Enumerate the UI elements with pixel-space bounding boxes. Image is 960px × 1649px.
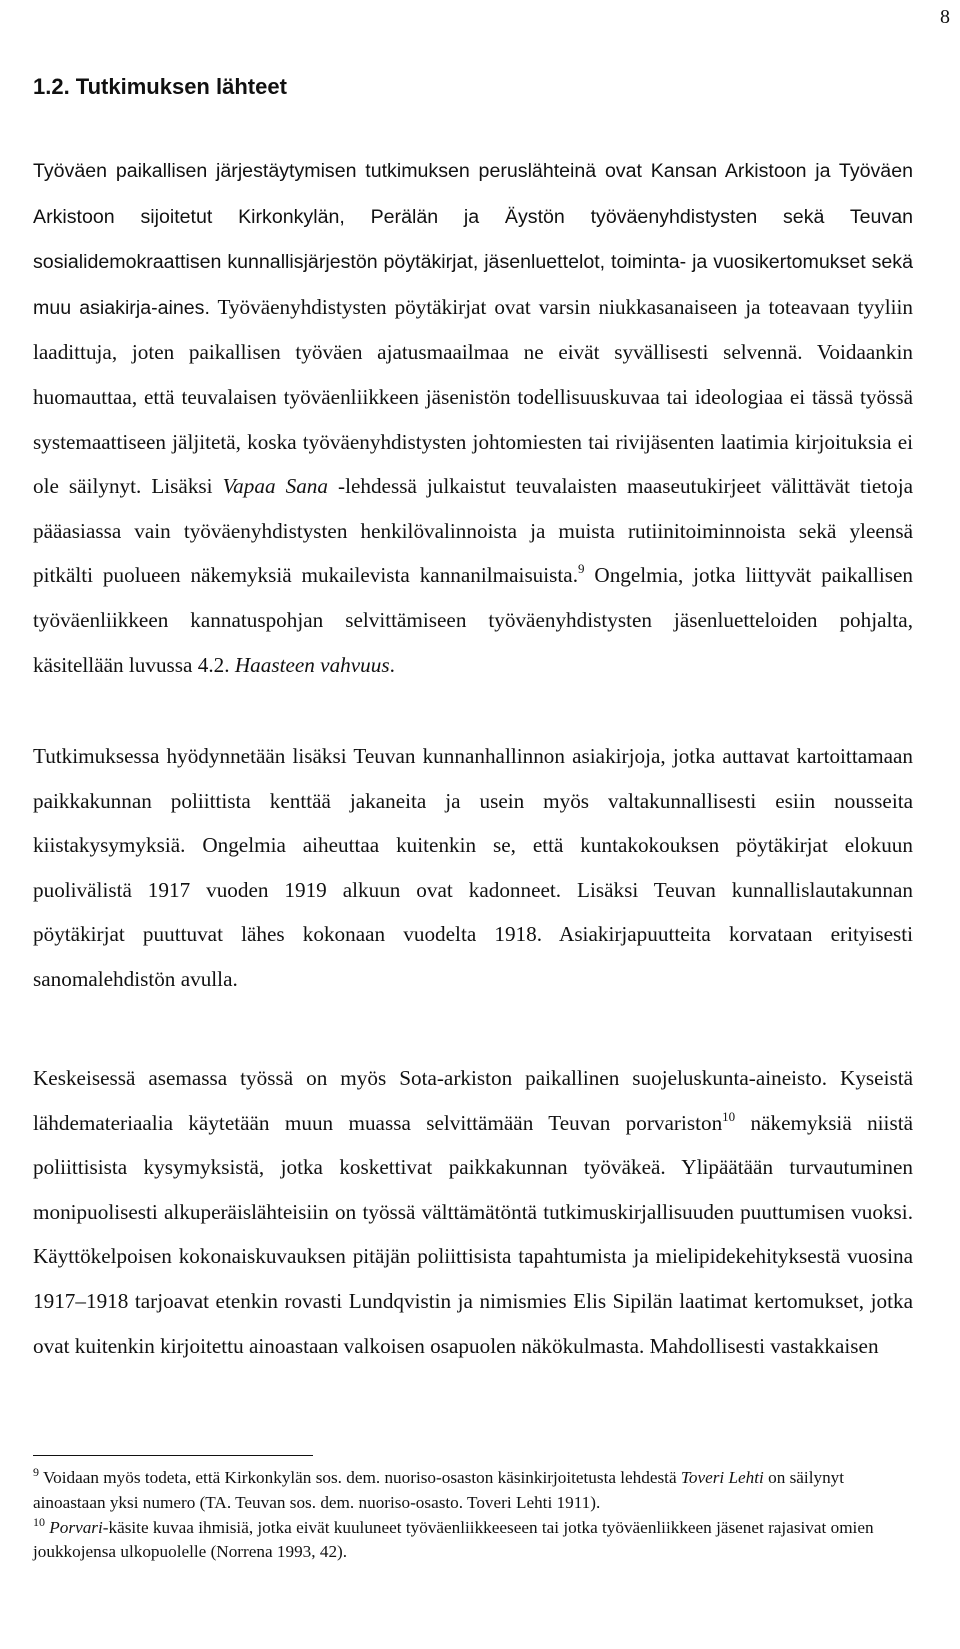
paragraph-municipal-records: Tutkimuksessa hyödynnetään lisäksi Teuvan kunnanhallinnon asiakirjoja, jotka auttavat kartoittamaan paikkakunnan poliittista kenttää jakaneita ja usein myös valtakunnallisesti esiin nousseita kiistakysymyksiä. Ongelmia aiheuttaa kuitenkin se, että kuntakokouksen pöytäkirjat elokuun puolivälistä 1917 vuoden 1919 alkuun ovat kadonneet. Lisäksi Teuvan kunnallislautakunnan pöytäkirjat puuttuvat lähes kokonaan vuodelta 1918. Asiakirjapuutteita korvataan erityisesti sanomalehdistön avulla. xyxy=(33,744,913,991)
footnote-number: 10 xyxy=(33,1514,45,1529)
footnote-number: 9 xyxy=(33,1465,39,1479)
paragraph-text: Keskeisessä asemassa työssä on myös Sota-arkiston paikallinen suojeluskunta-aineisto. Kyseistä lähdemateriaalia käytetään muun muassa selvittämään Teuvan porvariston xyxy=(33,1066,913,1135)
term: Porvari xyxy=(45,1517,103,1537)
newspaper-title: Vapaa Sana xyxy=(222,474,328,499)
footnote-9 xyxy=(33,1466,913,1516)
footnote-ref-10[interactable]: 10 xyxy=(722,1108,736,1124)
paragraph-sources-main xyxy=(33,148,913,687)
footnote-10 xyxy=(33,1516,913,1566)
section-heading: 1.2. Tutkimuksen lähteet xyxy=(33,74,287,99)
paragraph-text: Työväenyhdistysten pöytäkirjat ovat varsin niukkasanaiseen ja toteavaan tyyliin laadittuja, joten paikallisen työväen ajatusmaailmaa ne eivät syvällisesti selvennä. xyxy=(33,294,913,365)
chapter-title: Haasteen vahvuus xyxy=(234,652,390,677)
page-number: 8 xyxy=(940,6,950,28)
paragraph-text: Työväen paikallisen järjestäytymisen tutkimuksen peruslähteinä ovat Kansan Arkistoon ja Työväen Arkistoon sijoitetut Kirkonkylän, Perälän ja Äystön työväenyhdistysten sekä Teuvan sosialidemokraattisen kunnallisjärjestön pöytäkirjat, jäsenluettelot, toiminta- ja vuosikertomukset sekä muu asiakirja-aines. xyxy=(33,160,913,319)
footnote-ref-9[interactable]: 9 xyxy=(578,561,585,577)
paragraph-text: näkemyksiä niistä poliittisista kysymyksistä, jotka koskettivat paikkakunnan työväkeä. Ylipäätään turvautuminen monipuolisesti alkuperäislähteisiin on työssä välttämätöntä tutkimuskirjallisuuden puuttumisen vuoksi. Käyttökelpoisen kokonaiskuvauksen pitäjän poliittisista tapahtumista ja mielipidekehityksestä vuosina 1917–1918 tarjoavat etenkin rovasti Lundqvistin ja nimismies Elis Sipilän laatimat kertomukset, jotka ovat kuitenkin kirjoitettu ainoastaan valkoisen osapuolen näkökulmasta. Mahdollisesti vastakkaisen xyxy=(33,1110,913,1358)
footnote-text: -käsite kuvaa ihmisiä, jotka eivät kuuluneet työväenliikkeeseen tai jotka työväenliikkeen jäsenet rajasivat omien joukkojensa ulkopuolelle (Norrena 1993, 42). xyxy=(33,1517,874,1562)
paragraph-military-archive xyxy=(33,1056,913,1368)
footnotes xyxy=(33,1466,913,1565)
publication-title: Toveri Lehti xyxy=(680,1468,764,1487)
paragraph-text: Voidaankin huomauttaa, että teuvalaisen työväenliikkeen jäsenistön todellisuuskuvaa tai ideologiaa ei tässä työssä systemaattiseen jäljitetä, koska työväenyhdistysten johtomiesten tai rivijäsenten laatimia kirjoituksia ei ole säilynyt. Lisäksi xyxy=(33,340,913,499)
paragraph-text: -lehdessä julkaistut teuvalaisten maaseutukirjeet välittävät tietoja pääasiassa vain työväenyhdistysten henkilövalinnoista ja muista rutiinitoiminnoista sekä yleensä pitkälti puolueen näkemyksiä mukailevista kannanilmaisuista. xyxy=(33,474,914,588)
paragraph-text: . xyxy=(389,652,395,677)
footnote-text: Voidaan myös todeta, että Kirkonkylän sos. dem. nuoriso-osaston käsinkirjoitetusta lehdestä xyxy=(39,1468,681,1487)
footnote-divider xyxy=(33,1455,313,1456)
footnote-text: on säilynyt ainoastaan yksi numero (TA. Teuvan sos. dem. nuoriso-osasto. Toveri Lehti 1911). xyxy=(33,1468,845,1512)
paragraph-text: Ongelmia, jotka liittyvät paikallisen työväenliikkeen kannatuspohjan selvittämiseen työväenyhdistysten jäsenluetteloiden pohjalta, käsitellään luvussa 4.2. xyxy=(33,563,913,677)
